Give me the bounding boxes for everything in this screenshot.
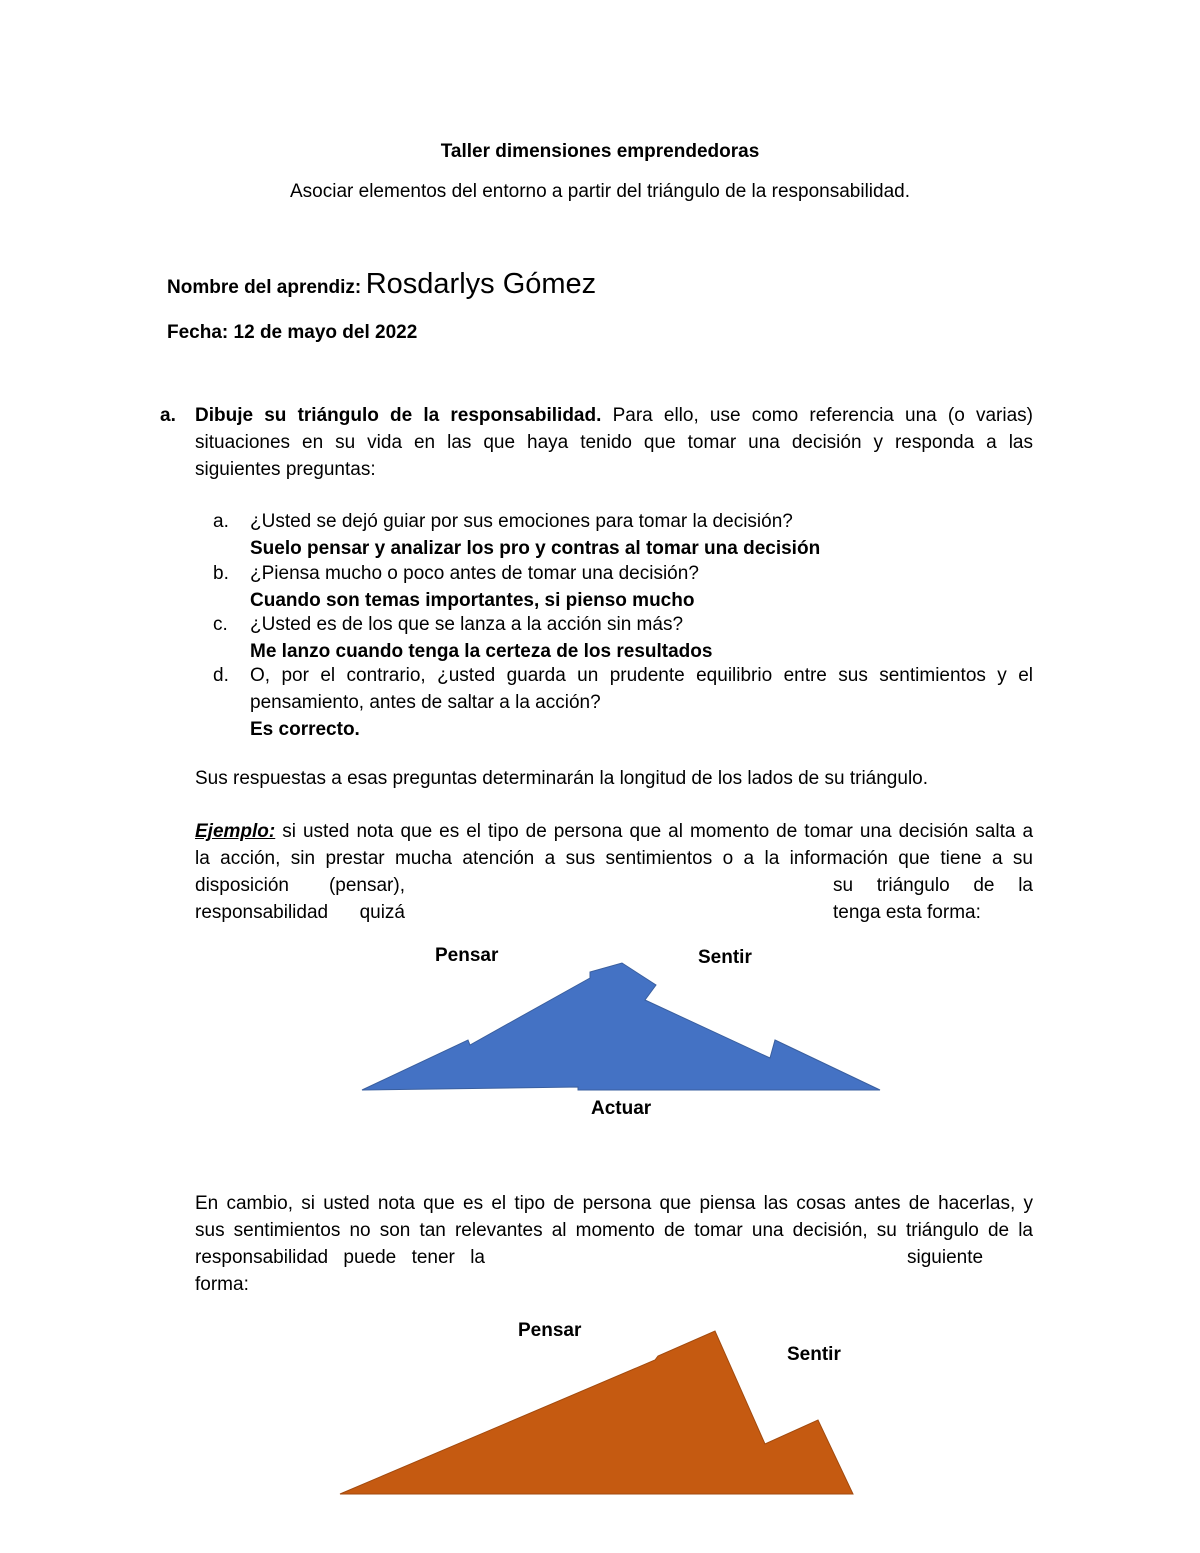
date-label: Fecha: [167, 322, 229, 343]
example-line-1-rest: si usted nota que es el tipo de persona que al momento de tomar una decisión salta a [282, 821, 1034, 842]
question-marker: c. [213, 614, 228, 635]
answer-text: Suelo pensar y analizar los pro y contras al tomar una decisión [250, 538, 821, 559]
intro-line-1-rest: Para ello, use como referencia una (o varias) [612, 405, 1033, 426]
contrast-line-3-left: responsabilidad puede tener la [195, 1247, 485, 1268]
summary-text: Sus respuestas a esas preguntas determinarán la longitud de los lados de su triángulo. [195, 768, 929, 789]
contrast-triangle-shape [340, 1331, 853, 1494]
question-text: ¿Usted se dejó guiar por sus emociones para tomar la decisión? [250, 511, 793, 532]
example-label: Ejemplo: [195, 821, 276, 842]
section-marker: a. [160, 405, 176, 426]
contrast-line-4: forma: [195, 1274, 249, 1295]
document-subtitle: Asociar elementos del entorno a partir del triángulo de la responsabilidad. [290, 181, 910, 202]
contrast-label-pensar: Pensar [518, 1320, 582, 1341]
example-line-3-right: su triángulo de la [833, 875, 1033, 896]
question-text: ¿Piensa mucho o poco antes de tomar una decisión? [250, 563, 699, 584]
intro-line-3: siguientes preguntas: [195, 459, 376, 480]
student-name: Rosdarlys Gómez [365, 268, 597, 300]
contrast-line-1: En cambio, si usted nota que es el tipo de persona que piensa las cosas antes de hacerlas, y [195, 1193, 1033, 1214]
question-marker: b. [213, 563, 229, 584]
example-label-sentir: Sentir [698, 947, 752, 968]
contrast-label-sentir: Sentir [787, 1344, 841, 1365]
example-line-3-left: disposición (pensar), [195, 875, 405, 896]
question-marker: a. [213, 511, 229, 532]
question-text: ¿Usted es de los que se lanza a la acción sin más? [250, 614, 684, 635]
example-label-actuar: Actuar [591, 1098, 652, 1119]
section-heading: Dibuje su triángulo de la responsabilidad. [195, 405, 602, 426]
date-value: 12 de mayo del 2022 [233, 322, 418, 343]
answer-text: Es correcto. [250, 719, 360, 740]
question-text: O, por el contrario, ¿usted guarda un prudente equilibrio entre sus sentimientos y el [250, 665, 1033, 686]
question-marker: d. [213, 665, 229, 686]
answer-text: Me lanzo cuando tenga la certeza de los resultados [250, 641, 713, 662]
contrast-line-3-right: siguiente [907, 1247, 984, 1268]
contrast-line-2: sus sentimientos no son tan relevantes al momento de tomar una decisión, su triángulo de la [195, 1220, 1033, 1241]
question-text-continued: pensamiento, antes de saltar a la acción? [250, 692, 601, 713]
example-label-pensar: Pensar [435, 945, 499, 966]
example-line-4-right: tenga esta forma: [833, 902, 981, 923]
intro-line-2: situaciones en su vida en las que haya tenido que tomar una decisión y responda a las [195, 432, 1033, 453]
example-line-4-left: responsabilidad quizá [195, 902, 405, 923]
name-label: Nombre del aprendiz: [167, 277, 362, 298]
example-line-2: la acción, sin prestar mucha atención a sus sentimientos o a la información que tiene a su [195, 848, 1033, 869]
document-title: Taller dimensiones emprendedoras [440, 141, 760, 162]
answer-text: Cuando son temas importantes, si pienso mucho [250, 590, 695, 611]
